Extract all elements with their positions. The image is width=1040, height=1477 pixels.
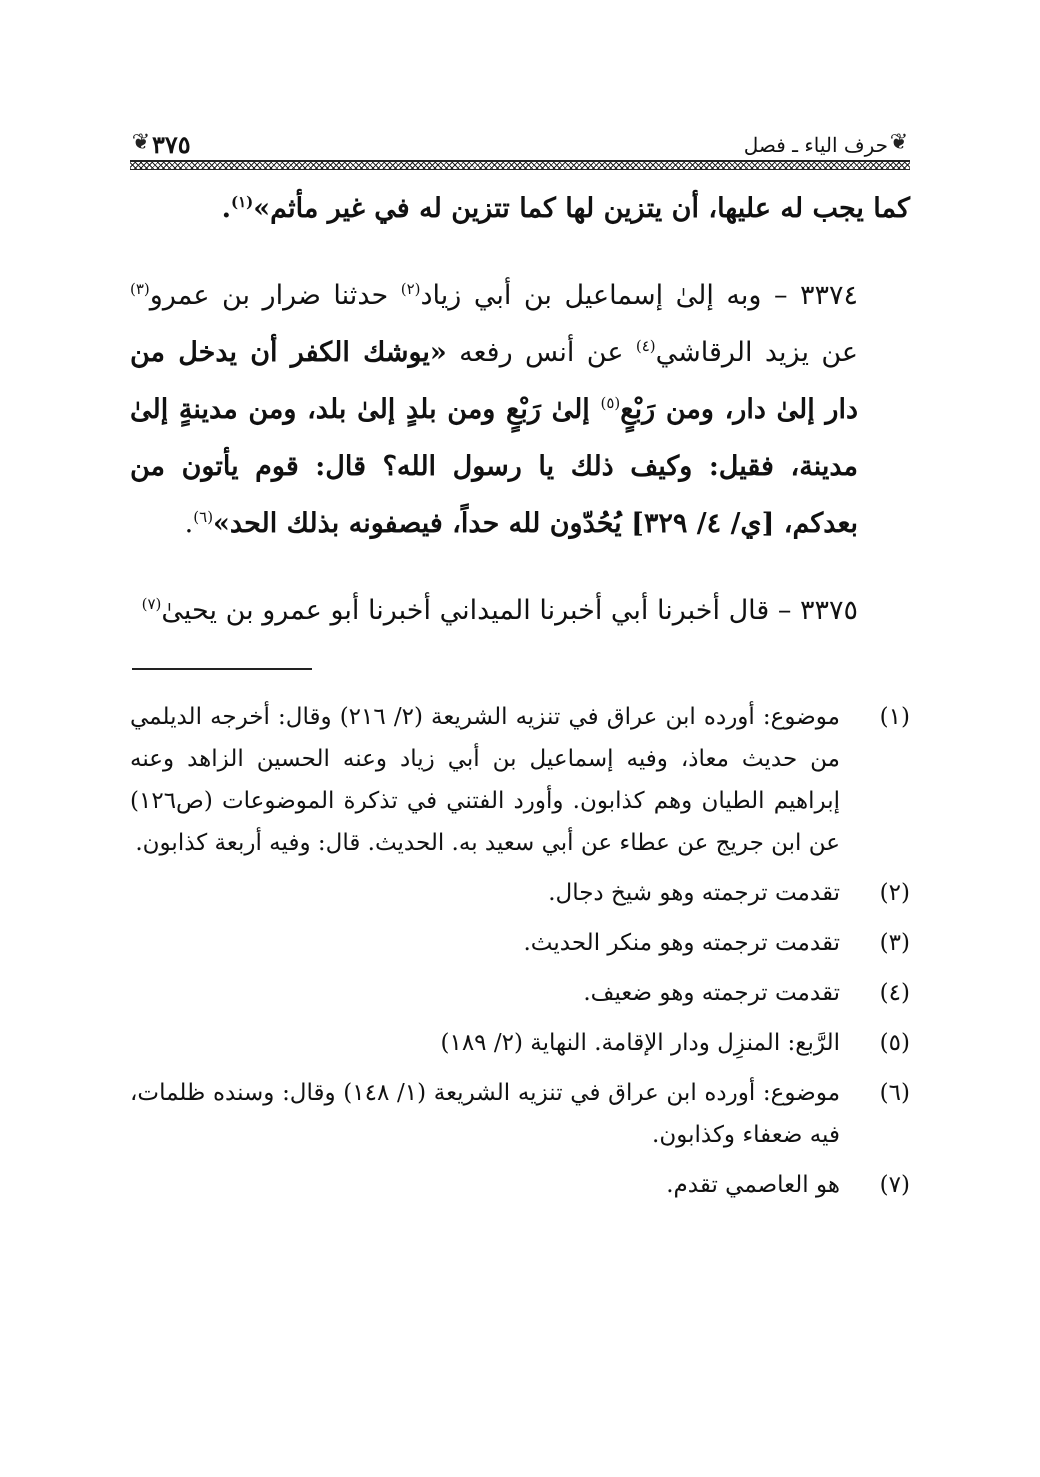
footnote-ref: (٥) (600, 394, 621, 412)
footnote-number: (٦) (879, 1080, 910, 1106)
footnote-number: (٣) (879, 930, 910, 956)
footnote-text: موضوع: أورده ابن عراق في تنزيه الشريعة (١/ ١٤٨) وقال: وسنده ظلمات، فيه ضعفاء وكذابون. (130, 1080, 841, 1148)
narration-chain: عن يزيد الرقاشي (655, 337, 858, 368)
footnote-item (130, 1072, 910, 1156)
running-header (130, 128, 910, 174)
hadith-text: «يوشك الكفر أن يدخل من دار إلىٰ دار، ومن رَبْعٍ (130, 337, 858, 425)
footnote-text: تقدمت ترجمته وهو ضعيف. (583, 980, 840, 1006)
running-title: حرف الياء ـ فصل (743, 133, 888, 157)
footnote-item (130, 922, 910, 964)
footnote-number: (٢) (879, 880, 910, 906)
narration-chain: ٣٣٧٥ – قال أخبرنا أبي أخبرنا الميداني أخبرنا أبو عمرو بن يحيىٰ (161, 595, 858, 626)
footnote-ref: (١) (230, 193, 254, 211)
punctuation: . (221, 193, 231, 224)
footnote-item (130, 1164, 910, 1206)
ornament-right-icon: ❦ (889, 130, 909, 155)
narration-chain: حدثنا ضرار بن عمرو (149, 280, 401, 311)
footnote-item (130, 972, 910, 1014)
paragraph-text: كما يجب له عليها، أن يتزين لها كما تتزين له في غير مأثم» (253, 193, 910, 224)
footnote-ref: (٤) (635, 337, 656, 355)
footnote-ref: (٢) (400, 280, 421, 298)
hadith-3375 (130, 582, 910, 639)
footnotes (130, 696, 910, 1214)
footnote-item (130, 872, 910, 914)
ornament-left-icon: ❦ (131, 130, 151, 155)
punctuation: . (184, 508, 194, 539)
hadith-text: إلىٰ رَبْعٍ ومن بلدٍ إلىٰ بلد، ومن مدينةٍ إلىٰ مدينة، فقيل: وكيف ذلك يا رسول الله؟ قال: قوم يأتون من بعدكم، [ي/ ٤/ ٣٢٩] يُحُدّون لله حداً، فيصفونه بذلك الحد» (130, 394, 858, 539)
footnote-number: (٤) (879, 980, 910, 1006)
footnote-ref: (٦) (193, 508, 214, 526)
footnote-text: موضوع: أورده ابن عراق في تنزيه الشريعة (٢/ ٢١٦) وقال: أخرجه الديلمي من حديث معاذ، وفيه إسماعيل بن أبي زياد وعنه الحسين الزاهد وعنه إبراهيم الطيان وهم كذابون. وأورد الفتني في تذكرة الموضوعات (ص١٢٦) عن ابن جريج عن عطاء عن أبي سعيد به. الحديث. قال: وفيه أربعة كذابون. (130, 704, 840, 856)
hadith-3374 (130, 267, 910, 552)
footnote-number: (٧) (879, 1172, 910, 1198)
main-text (130, 180, 910, 639)
footnote-number: (١) (879, 704, 910, 730)
header-rule (130, 160, 910, 170)
footnote-item (130, 1022, 910, 1064)
paragraph-continuation (130, 180, 910, 237)
footnote-ref: (٣) (130, 280, 150, 298)
narration-chain: عن أنس رفعه (446, 337, 636, 368)
footnote-item (130, 696, 910, 864)
page-number: ٣٧٥ (152, 130, 191, 159)
footnote-number: (٥) (879, 1030, 910, 1056)
footnote-text: تقدمت ترجمته وهو منكر الحديث. (523, 930, 840, 956)
footnote-text: تقدمت ترجمته وهو شيخ دجال. (548, 880, 840, 906)
footnote-text: الرَّبع: المنزِل ودار الإقامة. النهاية (٢/ ١٨٩) (440, 1030, 840, 1056)
narration-chain: ٣٣٧٤ – وبه إلىٰ إسماعيل بن أبي زياد (420, 280, 858, 311)
footnote-text: هو العاصمي تقدم. (666, 1172, 840, 1198)
footnote-ref: (٧) (141, 595, 162, 613)
